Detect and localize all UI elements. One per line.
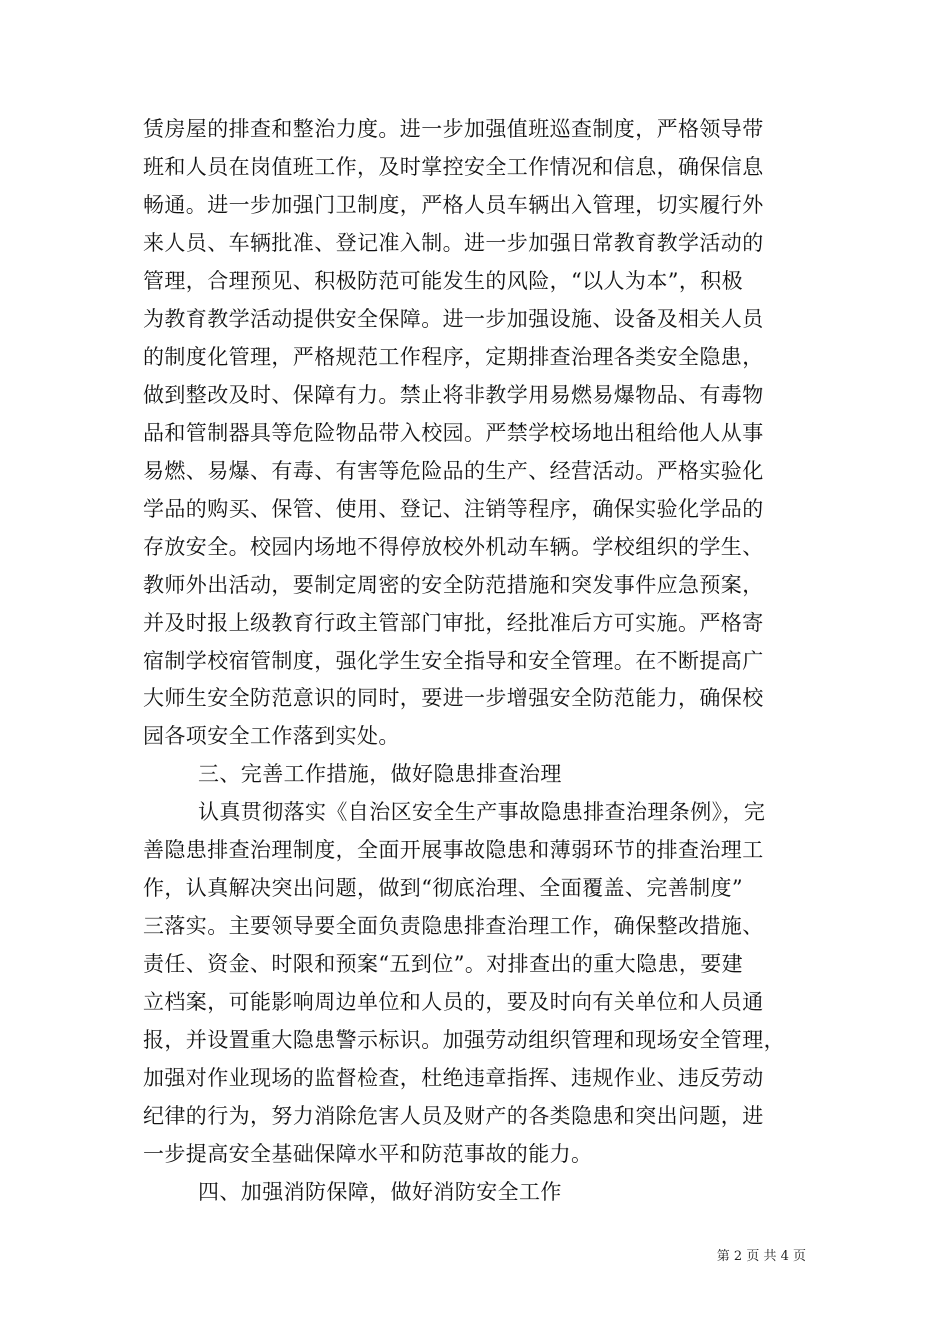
body-text-line: 教师外出活动，要制定周密的安全防范措施和突发事件应急预案， bbox=[143, 573, 764, 597]
body-text-line: 品和管制器具等危险物品带入校园。严禁学校场地出租给他人从事 bbox=[143, 421, 764, 445]
body-text-line: 善隐患排查治理制度，全面开展事故隐患和薄弱环节的排查治理工 bbox=[143, 838, 764, 862]
body-text-line: 一步提高安全基础保障水平和防范事故的能力。 bbox=[143, 1142, 593, 1166]
body-text-line: 易燃、易爆、有毒、有害等危险品的生产、经营活动。严格实验化 bbox=[143, 459, 764, 483]
body-text-line: 来人员、车辆批准、登记准入制。进一步加强日常教育教学活动的 bbox=[143, 231, 764, 255]
body-text-line: 管理，合理预见、积极防范可能发生的风险，“以人为本”，积极 bbox=[143, 269, 744, 293]
section-heading-4: 四、加强消防保障，做好消防安全工作 bbox=[198, 1180, 562, 1204]
body-text-line: 纪律的行为，努力消除危害人员及财产的各类隐患和突出问题，进 bbox=[143, 1104, 764, 1128]
body-text-line: 班和人员在岗值班工作，及时掌控安全工作情况和信息，确保信息 bbox=[143, 155, 764, 179]
body-text-line: 责任、资金、时限和预案“五到位”。对排查出的重大隐患，要建 bbox=[143, 952, 744, 976]
body-text-line: 加强对作业现场的监督检查，杜绝违章指挥、违规作业、违反劳动 bbox=[143, 1066, 764, 1090]
body-text-line: 学品的购买、保管、使用、登记、注销等程序，确保实验化学品的 bbox=[143, 497, 764, 521]
body-text-line: 赁房屋的排查和整治力度。进一步加强值班巡查制度，严格领导带 bbox=[143, 117, 764, 141]
body-text-line: 做到整改及时、保障有力。禁止将非教学用易燃易爆物品、有毒物 bbox=[143, 383, 764, 407]
body-text-line: 作，认真解决突出问题，做到“彻底治理、全面覆盖、完善制度” bbox=[143, 876, 744, 900]
section-heading-3: 三、完善工作措施，做好隐患排查治理 bbox=[198, 762, 562, 786]
body-text-line: 为教育教学活动提供安全保障。进一步加强设施、设备及相关人员 bbox=[143, 307, 764, 331]
body-text-line: 立档案，可能影响周边单位和人员的，要及时向有关单位和人员通 bbox=[143, 990, 764, 1014]
body-text-line: 宿制学校宿管制度，强化学生安全指导和安全管理。在不断提高广 bbox=[143, 649, 764, 673]
body-text-line: 畅通。进一步加强门卫制度，严格人员车辆出入管理，切实履行外 bbox=[143, 193, 764, 217]
body-text-line: 认真贯彻落实《自治区安全生产事故隐患排查治理条例》，完 bbox=[198, 800, 766, 824]
body-text-line: 园各项安全工作落到实处。 bbox=[143, 724, 400, 748]
body-text-line: 并及时报上级教育行政主管部门审批，经批准后方可实施。严格寄 bbox=[143, 611, 764, 635]
body-text-line: 大师生安全防范意识的同时，要进一步增强安全防范能力，确保校 bbox=[143, 686, 764, 710]
body-text-line: 的制度化管理，严格规范工作程序，定期排查治理各类安全隐患， bbox=[143, 345, 764, 369]
page-number-footer: 第 2 页 共 4 页 bbox=[716, 1249, 806, 1264]
body-text-line: 存放安全。校园内场地不得停放校外机动车辆。学校组织的学生、 bbox=[143, 535, 764, 559]
body-text-line: 三落实。主要领导要全面负责隐患排查治理工作，确保整改措施、 bbox=[143, 914, 764, 938]
body-text-line: 报，并设置重大隐患警示标识。加强劳动组织管理和现场安全管理， bbox=[143, 1028, 785, 1052]
